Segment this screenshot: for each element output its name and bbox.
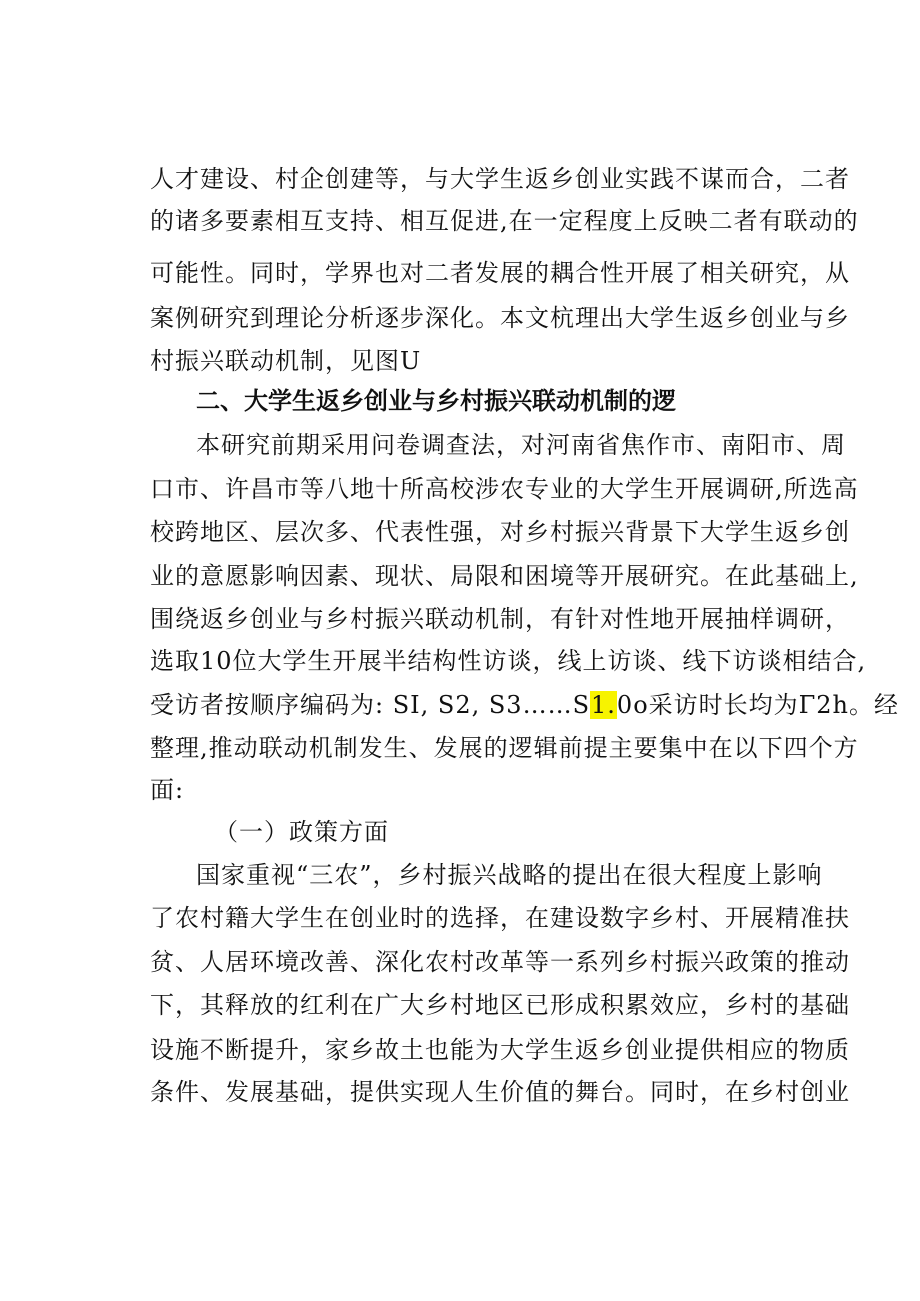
paragraph-line: 贫、人居环境改善、深化农村改革等一系列乡村振兴政策的推动	[150, 948, 850, 976]
paragraph-line: 村振兴联动机制，见图U	[150, 347, 422, 375]
subsection-heading: （一）政策方面	[214, 818, 389, 846]
paragraph-line: 国家重视“三农”，乡村振兴战略的提出在很大程度上影响	[196, 861, 823, 889]
paragraph-line: 设施不断提升，家乡故土也能为大学生返乡创业提供相应的物质	[150, 1036, 850, 1064]
section-heading: 二、大学生返乡创业与乡村振兴联动机制的逻	[196, 387, 676, 415]
paragraph-line: 面:	[150, 776, 185, 804]
paragraph-line: 整理,推动联动机制发生、发展的逻辑前提主要集中在以下四个方	[150, 734, 859, 762]
paragraph-line: 人才建设、村企创建等，与大学生返乡创业实践不谋而合，二者	[150, 165, 850, 193]
paragraph-line-with-highlight	[150, 688, 900, 722]
paragraph-line: 的诸多要素相互支持、相互促进,在一定程度上反映二者有联动的	[150, 207, 859, 235]
paragraph-line: 条件、发展基础，提供实现人生价值的舞台。同时，在乡村创业	[150, 1078, 850, 1106]
paragraph-line: 围绕返乡创业与乡村振兴联动机制，有针对性地开展抽样调研，	[150, 605, 850, 633]
line-text-after: 0o采访时长均为Γ2h。经	[616, 691, 900, 719]
paragraph-line: 可能性。同时，学界也对二者发展的耦合性开展了相关研究，从	[150, 259, 850, 287]
paragraph-line: 校跨地区、层次多、代表性强，对乡村振兴背景下大学生返乡创	[150, 518, 850, 546]
paragraph-line: 选取10位大学生开展半结构性访谈，线上访谈、线下访谈相结合,	[150, 647, 867, 675]
paragraph-line: 本研究前期采用问卷调查法，对河南省焦作市、南阳市、周	[196, 431, 846, 459]
paragraph-line: 下，其释放的红利在广大乡村地区已形成积累效应，乡村的基础	[150, 991, 850, 1019]
line-text-before: 受访者按顺序编码为: SI, S2, S3……S	[150, 691, 591, 719]
paragraph-line: 案例研究到理论分析逐步深化。本文杭理出大学生返乡创业与乡	[150, 304, 850, 332]
paragraph-line: 了农村籍大学生在创业时的选择，在建设数字乡村、开展精准扶	[150, 904, 850, 932]
paragraph-line: 业的意愿影响因素、现状、局限和困境等开展研究。在此基础上,	[150, 562, 859, 590]
paragraph-line: 口市、许昌市等八地十所高校涉农专业的大学生开展调研,所选高	[150, 475, 859, 503]
highlighted-text: 1.	[591, 691, 616, 719]
